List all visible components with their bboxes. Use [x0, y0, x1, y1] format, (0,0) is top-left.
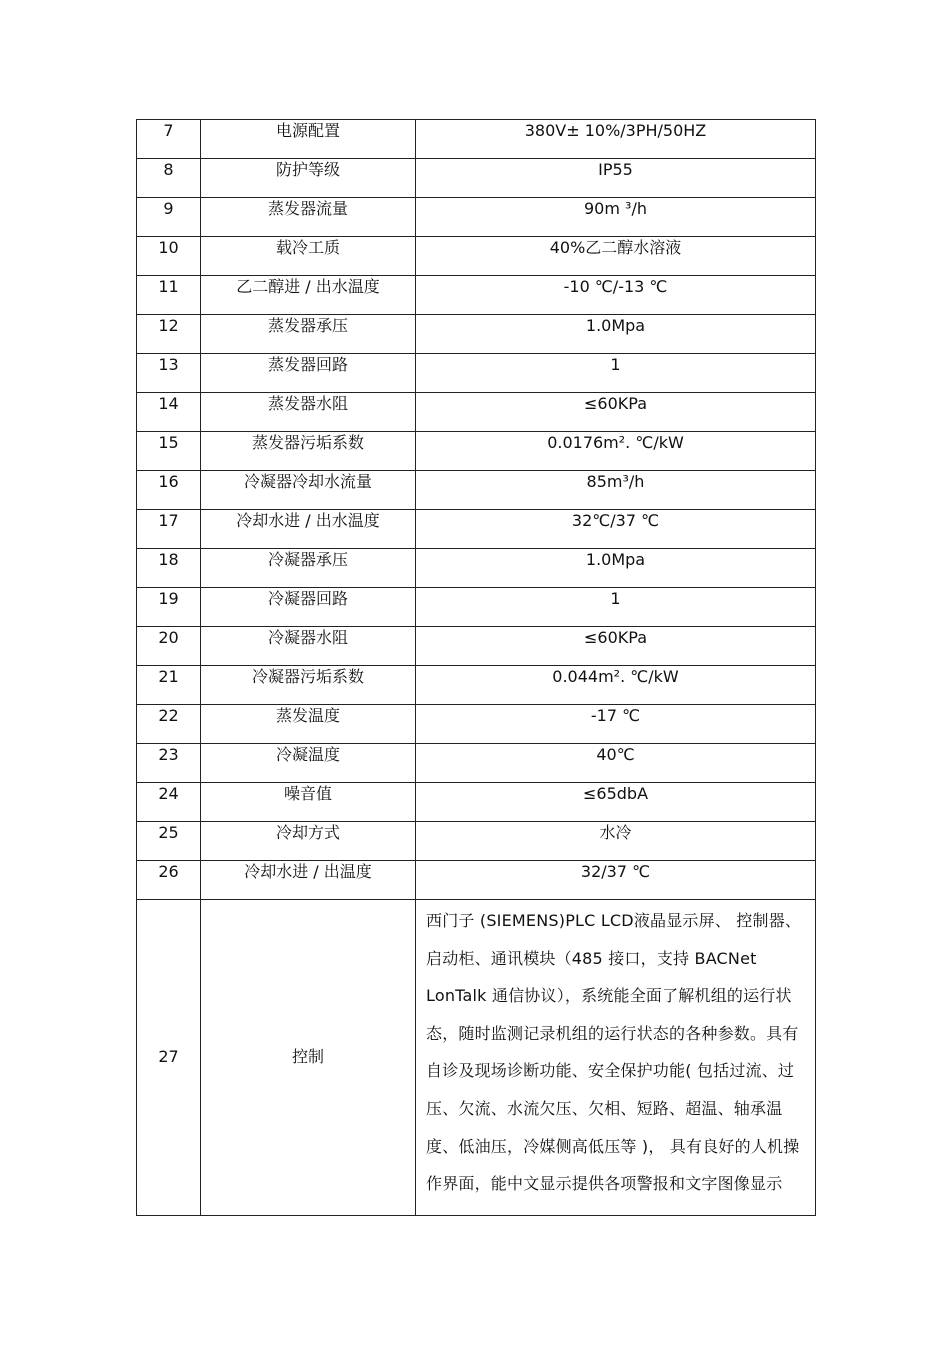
row-number: 25 — [137, 822, 201, 861]
row-value: 40%乙二醇水溶液 — [416, 237, 816, 276]
row-value: 水冷 — [416, 822, 816, 861]
row-parameter: 蒸发器水阻 — [201, 393, 416, 432]
row-number: 10 — [137, 237, 201, 276]
row-number: 22 — [137, 705, 201, 744]
row-parameter: 蒸发器流量 — [201, 198, 416, 237]
table-row — [137, 315, 816, 354]
row-parameter: 噪音值 — [201, 783, 416, 822]
row-number: 18 — [137, 549, 201, 588]
row-parameter: 冷凝器回路 — [201, 588, 416, 627]
row-parameter: 冷凝器水阻 — [201, 627, 416, 666]
row-parameter: 防护等级 — [201, 159, 416, 198]
row-value: ≤60KPa — [416, 393, 816, 432]
row-number: 20 — [137, 627, 201, 666]
row-parameter: 电源配置 — [201, 120, 416, 159]
spec-table-body — [137, 120, 816, 1216]
row-parameter: 载冷工质 — [201, 237, 416, 276]
row-number: 26 — [137, 861, 201, 900]
table-row — [137, 510, 816, 549]
spec-table — [136, 119, 816, 1216]
row-number: 12 — [137, 315, 201, 354]
row-parameter: 冷凝器污垢系数 — [201, 666, 416, 705]
row-value: 1.0Mpa — [416, 549, 816, 588]
table-row — [137, 627, 816, 666]
row-parameter: 冷却水进 / 出水温度 — [201, 510, 416, 549]
row-parameter: 冷凝器冷却水流量 — [201, 471, 416, 510]
table-row — [137, 705, 816, 744]
row-number: 17 — [137, 510, 201, 549]
row-parameter: 蒸发器承压 — [201, 315, 416, 354]
table-row — [137, 549, 816, 588]
row-value: ≤65dbA — [416, 783, 816, 822]
row-value: 0.0176m². ℃/kW — [416, 432, 816, 471]
table-row — [137, 588, 816, 627]
table-row — [137, 861, 816, 900]
table-row-control — [137, 900, 816, 1216]
row-number: 24 — [137, 783, 201, 822]
row-value: -17 ℃ — [416, 705, 816, 744]
row-parameter: 控制 — [201, 900, 416, 1216]
row-number: 19 — [137, 588, 201, 627]
row-number: 8 — [137, 159, 201, 198]
row-number: 9 — [137, 198, 201, 237]
row-value: 32/37 ℃ — [416, 861, 816, 900]
table-row — [137, 471, 816, 510]
table-row — [137, 237, 816, 276]
row-value: 西门子 (SIEMENS)PLC LCD液晶显示屏、 控制器、启动柜、通讯模块（485 接口，支持 BACNet LonTalk 通信协议），系统能全面了解机组的运行状态，随时监测记录机组的运行状态的各种参数。具有自诊及现场诊断功能、安全保护功能( 包括过流、过压、欠流、水流欠压、欠相、短路、超温、轴承温度、低油压，冷媒侧高低压等 )， 具有良好的人机操作界面，能中文显示提供各项警报和文字图像显示 — [416, 900, 816, 1216]
row-parameter: 乙二醇进 / 出水温度 — [201, 276, 416, 315]
row-number: 15 — [137, 432, 201, 471]
table-row — [137, 783, 816, 822]
row-number: 27 — [137, 900, 201, 1216]
row-parameter: 冷却方式 — [201, 822, 416, 861]
row-parameter: 蒸发器污垢系数 — [201, 432, 416, 471]
table-row — [137, 198, 816, 237]
table-row — [137, 393, 816, 432]
row-value: -10 ℃/-13 ℃ — [416, 276, 816, 315]
row-value: 380V± 10%/3PH/50HZ — [416, 120, 816, 159]
row-value: 32℃/37 ℃ — [416, 510, 816, 549]
row-parameter: 冷凝器承压 — [201, 549, 416, 588]
table-row — [137, 666, 816, 705]
table-row — [137, 159, 816, 198]
table-row — [137, 744, 816, 783]
row-value: IP55 — [416, 159, 816, 198]
table-row — [137, 354, 816, 393]
row-number: 13 — [137, 354, 201, 393]
row-parameter: 冷凝温度 — [201, 744, 416, 783]
row-value: 1.0Mpa — [416, 315, 816, 354]
table-row — [137, 120, 816, 159]
row-value: 85m³/h — [416, 471, 816, 510]
row-number: 11 — [137, 276, 201, 315]
row-value: 40℃ — [416, 744, 816, 783]
row-value: ≤60KPa — [416, 627, 816, 666]
row-value: 0.044m². ℃/kW — [416, 666, 816, 705]
row-number: 14 — [137, 393, 201, 432]
row-parameter: 冷却水进 / 出温度 — [201, 861, 416, 900]
row-number: 21 — [137, 666, 201, 705]
row-number: 7 — [137, 120, 201, 159]
table-row — [137, 432, 816, 471]
row-value: 1 — [416, 588, 816, 627]
row-number: 16 — [137, 471, 201, 510]
row-parameter: 蒸发温度 — [201, 705, 416, 744]
table-row — [137, 276, 816, 315]
table-row — [137, 822, 816, 861]
row-value: 1 — [416, 354, 816, 393]
row-number: 23 — [137, 744, 201, 783]
row-parameter: 蒸发器回路 — [201, 354, 416, 393]
row-value: 90m ³/h — [416, 198, 816, 237]
